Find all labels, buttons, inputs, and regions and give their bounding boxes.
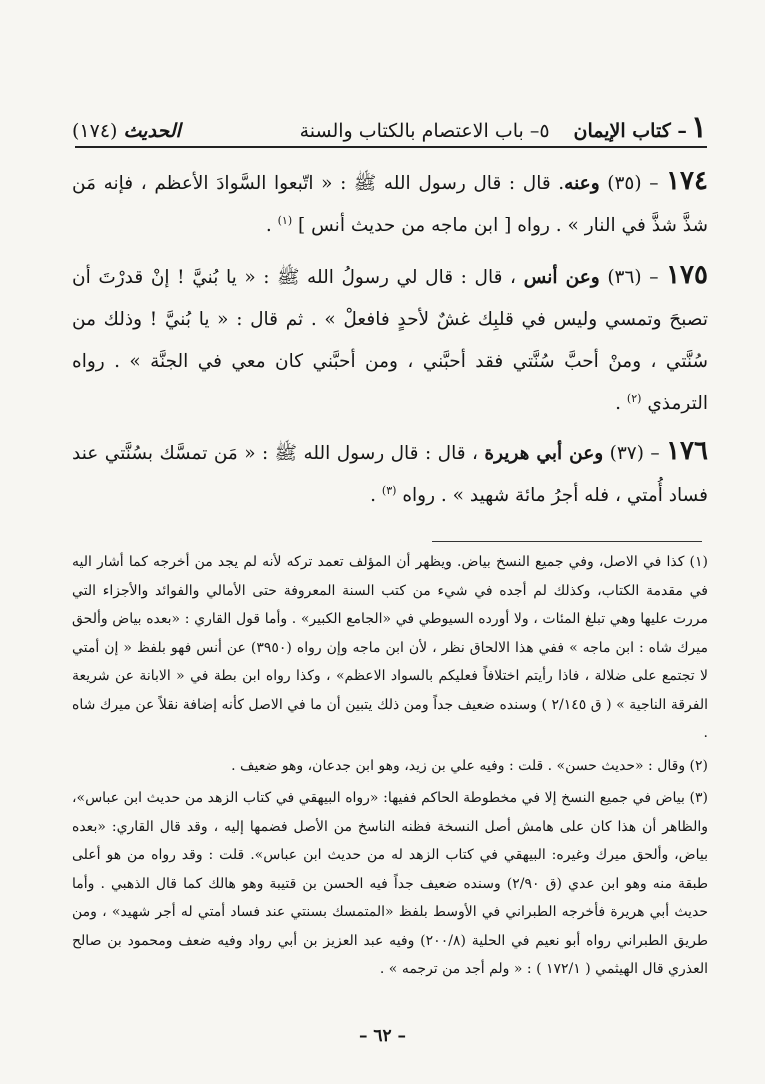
hadith-sub-number: – (٣٥) (607, 173, 659, 194)
hadith-narrator: وعن أنس (523, 267, 600, 288)
hadith-sub-number: – (٣٦) (607, 267, 659, 288)
footnote-ref[interactable]: (١) (277, 213, 293, 227)
footnote: (٣) بياض في جميع النسخ إلا في مخطوطة الحاكم ففيها: «رواه البيهقي في كتاب الزهد من حديث ابن عباس»، والظاهر أن هذا كان على هامش أصل النسخة فظنه الناسخ من الأصل فضمها إليه ، وقد قال القاري: «بعده بياض، وألحق ميرك وغيره: البيهقي في كتاب الزهد له من حديث ابن عباس». قلت : وقد رواه من هو أعلى طبقة منه وهو ابن عدي (ق ٢/٩٠) وسنده ضعيف جداً فيه الحسن بن قتيبة وهو هالك كما قال الذهبي . وأما حديث أبي هريرة فأخرجه الطبراني في الأوسط بلفظ «المتمسك بسنتي عند فساد أمتي له أجر شهيد» ، ومن طريق الطبراني رواه أبو نعيم في الحلية (٢٠٠/٨) وفيه عبد العزيز بن أبي رواد وفيه ضعف ومحمود بن صالح العذري قال الهيثمي ( ١٧٢/١ ) : « ولم أجد من ترجمه » . (72, 790, 708, 977)
hadith-tail: . (370, 485, 382, 506)
hadith-sub-number: – (٣٧) (609, 443, 660, 464)
footnote-ref[interactable]: (٣) (381, 483, 397, 497)
footnote-divider (432, 541, 702, 542)
hadith-entry (72, 160, 708, 247)
hadith-text: ، قال : قال لي رسولُ الله ﷺ : « يا بُنيَّ ! إنْ قدرْتَ أن تصبحَ وتمسي وليس في قلبِك غشٌ لأحدٍ فافعلْ » . ثم قال : « يا بُنيَّ ! وذلك من سُنَّتي ، ومنْ أحبَّ سُنَّتي فقد أحبَّني ، ومن أحبَّني كان معي في الجنَّة » . رواه الترمذي (72, 267, 708, 414)
hadith-tail: . (265, 215, 278, 236)
header-book (299, 110, 707, 145)
chapter-title: ٥– باب الاعتصام بالكتاب والسنة (299, 120, 550, 142)
hadith-range (72, 120, 181, 142)
hadith-entry (72, 254, 708, 425)
hadith-number: ١٧٤ (666, 166, 708, 196)
running-header (72, 110, 707, 145)
hadith-number: ١٧٥ (666, 260, 708, 290)
hadith-narrator: وعنه (564, 173, 600, 194)
hadith-entry (72, 430, 708, 517)
hadith-tail: . (615, 393, 627, 414)
volume-number: ١ (690, 110, 707, 145)
book-title: – كتاب الإيمان (573, 120, 687, 142)
footnote: (٢) وقال : «حديث حسن» . قلت : وفيه علي بن زيد، وهو ابن جدعان، وهو ضعيف . (231, 757, 708, 774)
footnote-ref[interactable]: (٢) (626, 391, 642, 405)
footnotes (72, 548, 708, 988)
hadith-range-value: (١٧٤) (72, 120, 118, 142)
page-number: – ٦٢ – (358, 1026, 407, 1046)
footnote: (١) كذا في الاصل، وفي جميع النسخ بياض. ويظهر أن المؤلف تعمد تركه لأنه لم يجد من أخرجه كما أشار اليه في مقدمة الكتاب، وكذلك لم أجده في شيء من كتب السنة المعروفة حتى الأمالي والفوائد والأجزاء التي مررت عليها وهي تبلغ المئات ، ولا أورده السيوطي في «الجامع الكبير» . وأما قول القاري : «بعده بياض وألحق ميرك شاه : ابن ماجه » ففي هذا الالحاق نظر ، لأن ابن ماجه وإن رواه (٣٩٥٠) عن أنس فهو بلفظ « إن أمتي لا تجتمع على ضلالة ، فاذا رأيتم اختلافاً فعليكم بالسواد الاعظم» ، وكذا رواه ابن بطة في « الابانة عن شريعة الفرقة الناجية » ( ق ٢/١٤٥ ) وسنده ضعيف جداً ومن ذلك يتبين أن ما في الاصل كأنه إضافة نقلاً عن ميرك شاه . (72, 554, 708, 741)
header-rule (75, 146, 707, 148)
hadith-text: . قال : قال رسول الله ﷺ : « اتّبعوا السَّوادَ الأعظم ، فإنه مَن شذَّ شذَّ في النار » . رواه [ ابن ماجه من حديث أنس ] (72, 173, 708, 236)
hadith-narrator: وعن أبي هريرة (484, 443, 604, 464)
hadith-number: ١٧٦ (666, 436, 708, 466)
hadith-range-label: الحديث (123, 120, 181, 142)
hadith-text: ، قال : قال رسول الله ﷺ : « مَن تمسَّك بسُنَّتي عند فساد أُمتي ، فله أجرُ مائة شهيد » . رواه (72, 443, 708, 506)
